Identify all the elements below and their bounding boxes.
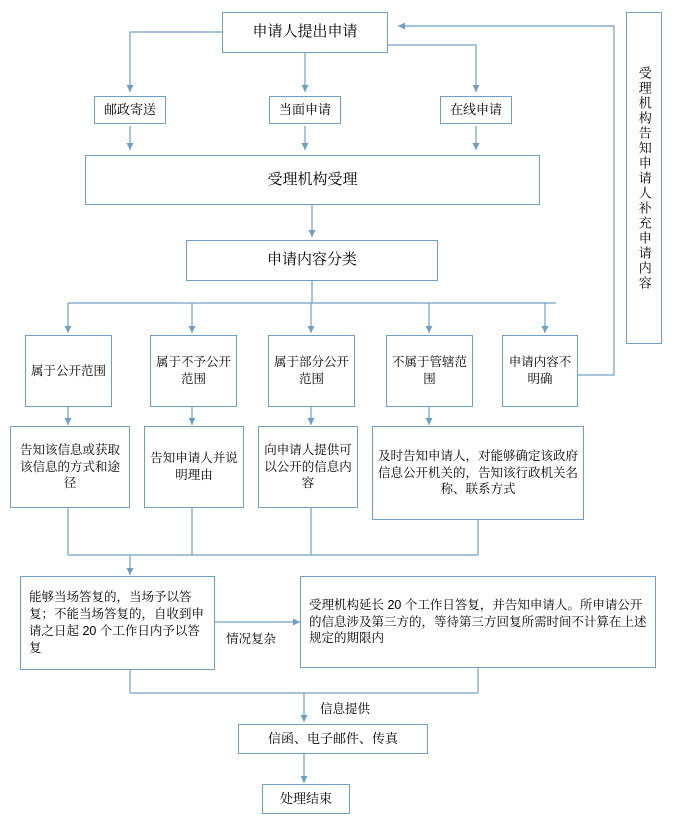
edge-label-provide-text: 信息提供 (320, 702, 371, 716)
node-application-submit-label: 申请人提出申请 (252, 23, 358, 41)
node-accept (85, 155, 540, 205)
node-delivery-channels-label: 信函、电子邮件、传真 (267, 731, 398, 747)
node-category-public (25, 335, 112, 407)
node-category-unclear-label: 申请内容不明确 (508, 355, 572, 386)
node-channel-inperson-label: 当面申请 (278, 102, 331, 118)
node-action-provide-partial-label: 向申请人提供可以公开的信息内容 (264, 442, 352, 491)
node-accept-label: 受理机构受理 (267, 170, 358, 188)
node-side-note-supplement-label: 受理机构告知申请人补充申请内容 (636, 65, 652, 291)
node-category-outofscope (386, 335, 473, 407)
node-end (262, 784, 350, 814)
node-category-nonpublic-label: 属于不予公开范围 (155, 355, 231, 386)
node-category-unclear (502, 335, 578, 407)
edge-label-complex-text: 情况复杂 (226, 632, 277, 646)
node-action-provide-partial (258, 426, 358, 508)
node-reply-extend (300, 576, 656, 668)
node-channel-post (94, 96, 166, 124)
node-channel-online (440, 96, 512, 124)
node-action-inform-reason-label: 告知申请人并说明理由 (150, 451, 238, 482)
node-side-note-supplement (626, 12, 662, 344)
node-reply-extend-label: 受理机构延长 20 个工作日答复，并告知申请人。所申请公开的信息涉及第三方的，等待第三方回复所需时间不计算在上述规定的期限内 (309, 597, 647, 646)
node-channel-online-label: 在线申请 (449, 102, 502, 118)
node-delivery-channels (238, 724, 428, 754)
node-action-inform-method-label: 告知该信息或获取该信息的方式和途径 (19, 442, 120, 491)
node-end-label: 处理结束 (279, 791, 332, 807)
node-action-transfer-agency-label: 及时告知申请人，对能够确定该政府信息公开机关的，告知该行政机关名称、联系方式 (377, 448, 578, 497)
node-action-transfer-agency (372, 426, 584, 520)
node-category-public-label: 属于公开范围 (30, 363, 106, 378)
node-channel-inperson (269, 96, 341, 124)
node-reply-onsite (20, 576, 215, 670)
node-action-inform-reason (144, 426, 244, 508)
node-category-partial (268, 335, 355, 407)
node-application-submit (222, 12, 388, 53)
edge-label-complex (224, 629, 278, 647)
node-category-partial-label: 属于部分公开范围 (273, 355, 349, 386)
node-action-inform-method (10, 426, 130, 508)
node-channel-post-label: 邮政寄送 (103, 102, 156, 118)
edge-label-provide (318, 699, 372, 717)
node-classify (186, 240, 438, 281)
node-classify-label: 申请内容分类 (266, 251, 357, 269)
node-category-outofscope-label: 不属于管辖范围 (391, 355, 467, 386)
node-category-nonpublic (150, 335, 237, 407)
node-reply-onsite-label: 能够当场答复的，当场予以答复；不能当场答复的，自收到申请之日起 20 个工作日内予以答复 (29, 590, 205, 655)
